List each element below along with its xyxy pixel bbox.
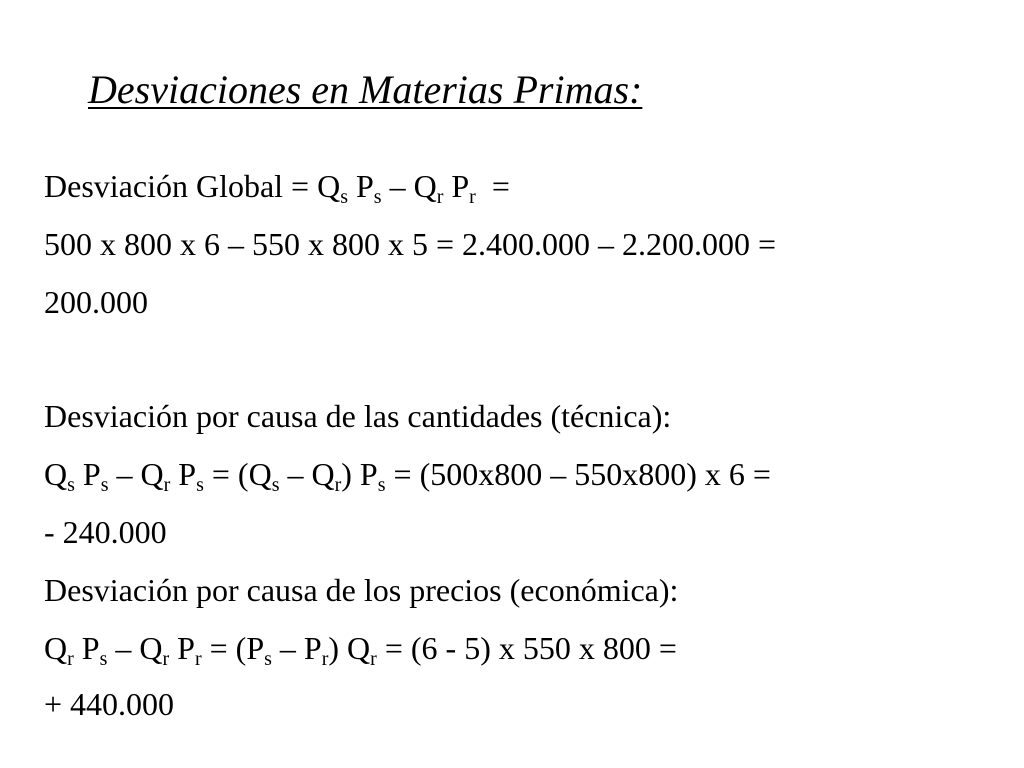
technical-label: Desviación por causa de las cantidades (técnica): (44, 398, 672, 434)
symbol-q: Q (317, 168, 341, 204)
technical-result: - 240.000 (44, 514, 167, 550)
economic-formula-line: $Q_r$ $P_s - Q_r$ $P_r = (P_s - P_r) Q_r = (6 - 5)$ x 550 x 800 = (44, 630, 677, 670)
economic-result: + 440.000 (44, 686, 175, 722)
subscript-s: s (340, 186, 348, 208)
economic-calc-tail: = (6 - 5) x 550 x 800 = (376, 630, 677, 666)
symbol-p: P (356, 168, 374, 204)
symbol-q: Q (413, 168, 437, 204)
subscript-r: r (436, 186, 444, 208)
subscript-s: s (373, 186, 382, 208)
subscript-r: r (469, 186, 476, 208)
technical-calc-tail: = (500x800 – 550x800) x 6 = (385, 456, 771, 492)
global-label: Desviación Global = (44, 168, 318, 204)
global-calculation: 500 x 800 x 6 – 550 x 800 x 5 = 2.400.000 – 2.200.000 = (44, 226, 777, 262)
slide-title: Desviaciones en Materias Primas: (88, 67, 643, 112)
global-formula-line: Desviación Global = $Q_s$ $P_s - Q_r$ $P_r$ = (44, 168, 510, 208)
global-result: 200.000 (44, 284, 148, 320)
technical-formula-line: $Q_s$ $P_s - Q_r$ $P_s = (Q_s - Q_r) P_s = (500x800 - 550x800)$ x 6 = (44, 456, 771, 496)
economic-label: Desviación por causa de los precios (económica): (44, 572, 679, 608)
symbol-p: P (451, 168, 470, 204)
